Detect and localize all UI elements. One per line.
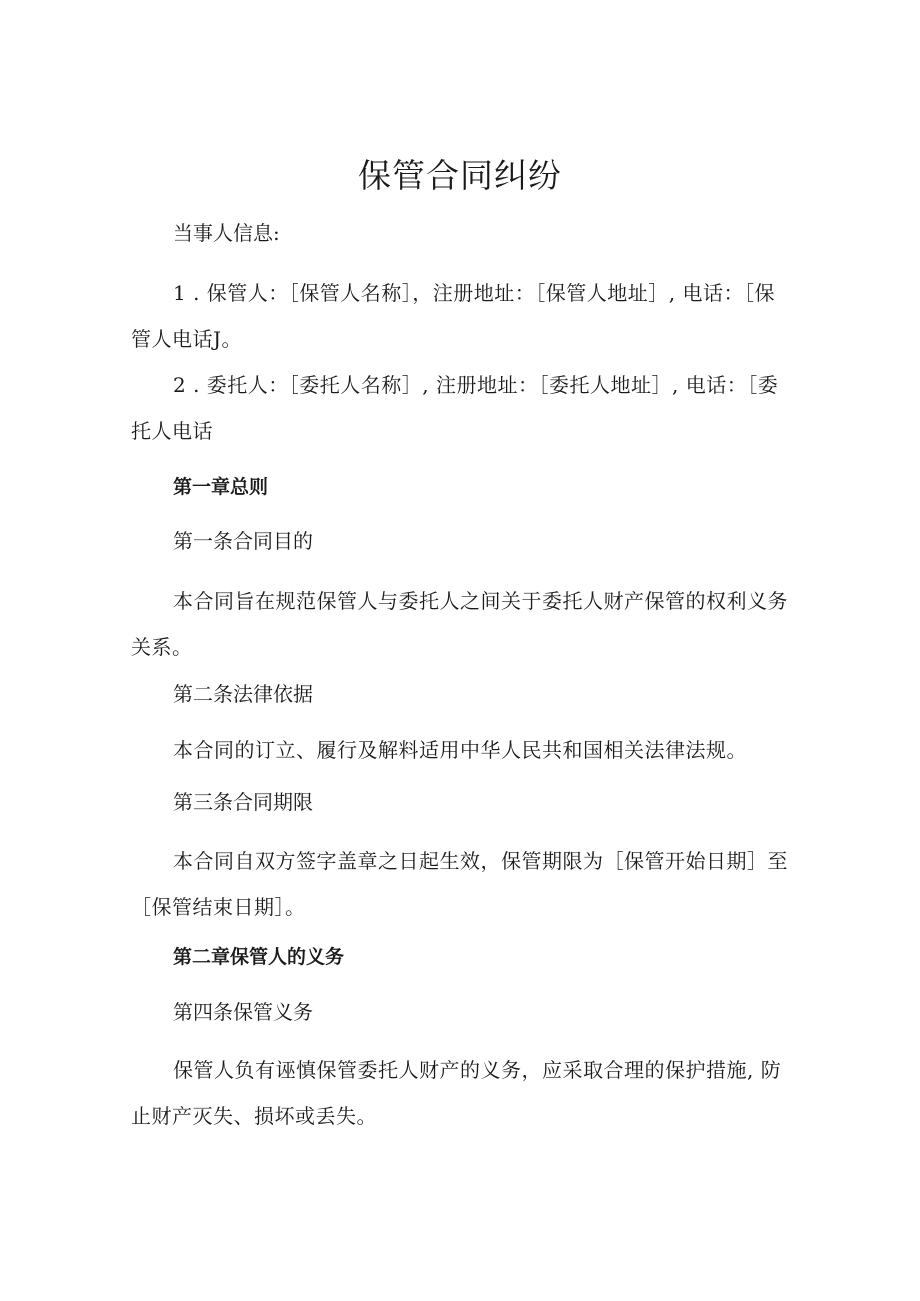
chapter-1-heading: 第一章总则 xyxy=(173,476,269,498)
article-3-title: 第三条合同期限 xyxy=(173,790,313,814)
party-1-clause: 1 . 保管人：［保管人名称］，注册地址：［保管人地址］, 电话：［保管人电话J。 xyxy=(131,281,776,351)
article-4-body: 保管人负有诬慎保管委托人财产的义务，应采取合理的保护措施, 防止财产灭失、损坏或丢失。 xyxy=(131,1058,782,1128)
chapter-2-heading: 第二章保管人的义务 xyxy=(173,946,345,968)
article-4-title: 第四条保管义务 xyxy=(173,1000,313,1024)
article-2-title: 第二条法律依据 xyxy=(173,682,313,706)
article-1-body: 本合同旨在规范保管人与委托人之间关于委托人财产保管的权利义务关系。 xyxy=(131,589,788,659)
party-info-heading: 当事人信息: xyxy=(173,221,280,245)
article-3-body: 本合同自双方签字盖章之日起生效，保管期限为［保管开始日期］至［保管结束日期］。 xyxy=(131,849,788,919)
article-2-body: 本合同的订立、履行及解料适用中华人民共和国相关法律法规。 xyxy=(173,738,747,762)
document-title: 保管合同纠纷 xyxy=(358,156,562,195)
article-1-title: 第一条合同目的 xyxy=(173,529,313,553)
party-2-clause: 2 . 委托人：［委托人名称］, 注册地址：［委托人地址］, 电话：［委托人电话 xyxy=(131,373,779,443)
